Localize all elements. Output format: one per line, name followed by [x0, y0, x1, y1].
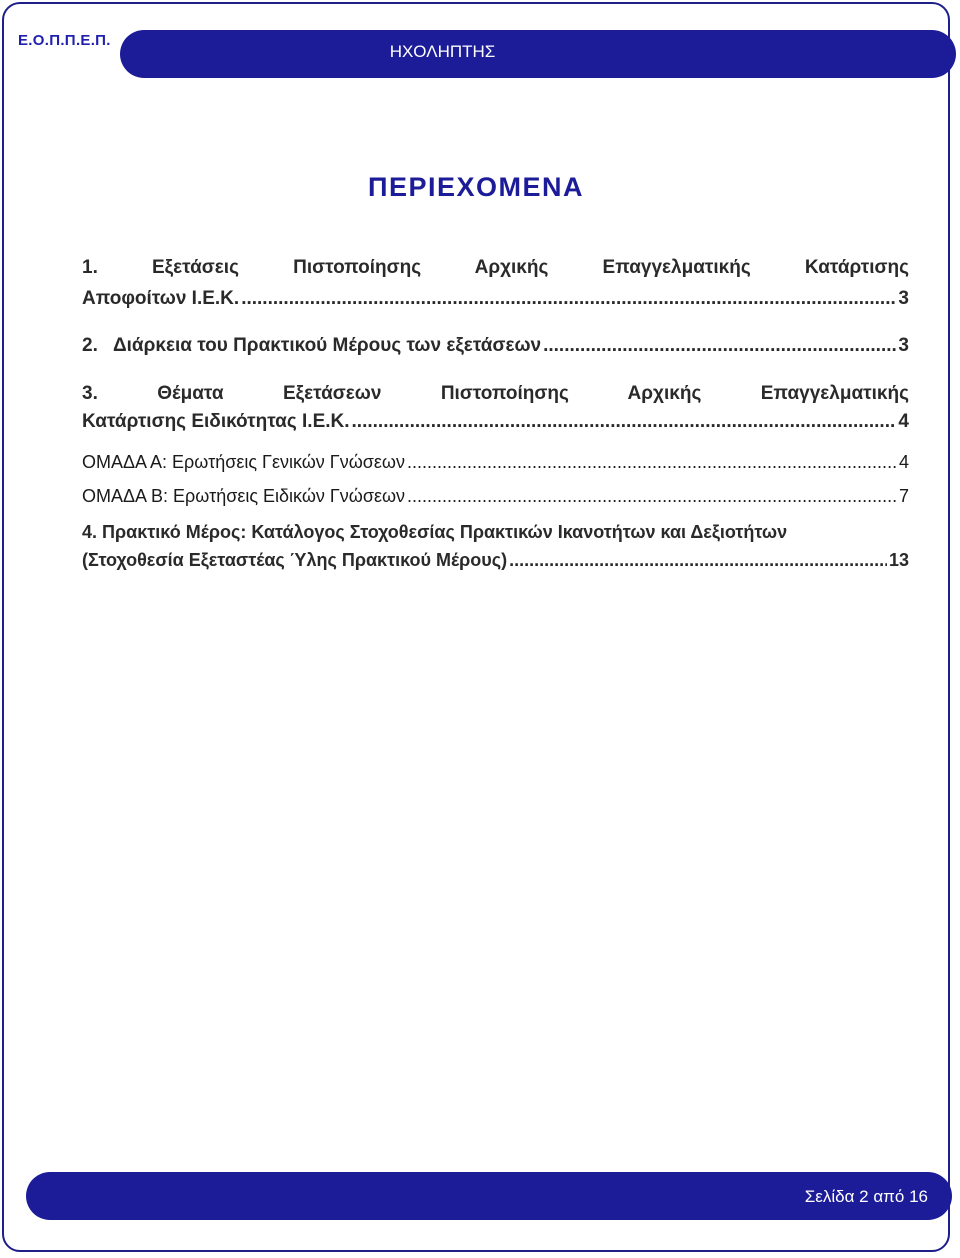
page-number-label: Σελίδα 2 από 16 [804, 1187, 928, 1206]
header-band [120, 30, 956, 78]
toc-leader [407, 482, 897, 510]
toc-leader [543, 332, 896, 360]
header-title: ΗΧΟΛΗΠΤΗΣ [389, 42, 496, 61]
toc-entry-3-line2: Κατάρτισης Ειδικότητας Ι.Ε.Κ. [82, 411, 350, 432]
toc-entry-6[interactable] [82, 518, 909, 574]
toc-entry-3-line1: 3. Θέματα Εξετάσεων Πιστοποίησης Αρχικής Επαγγελματικής [82, 383, 909, 404]
toc-entry-3[interactable] [82, 380, 909, 436]
toc-leader [352, 408, 897, 436]
organization-name: Ε.Ο.Π.Π.Ε.Π. [18, 32, 111, 49]
toc-entry-5-page: 7 [898, 486, 909, 506]
toc-entry-2[interactable] [82, 332, 909, 360]
toc-leader [241, 285, 896, 313]
toc-entry-4-page: 4 [898, 452, 909, 472]
toc-entry-2-line1: 2. Διάρκεια του Πρακτικού Μέρους των εξετάσεων [82, 335, 542, 356]
toc-leader [509, 546, 887, 574]
toc-entry-5-line1: ΟΜΑΔΑ Β: Ερωτήσεις Ειδικών Γνώσεων [82, 486, 406, 506]
toc-entry-6-line2: (Στοχοθεσία Εξεταστέας Ύλης Πρακτικού Μέρους) [82, 550, 508, 570]
toc-leader [407, 448, 897, 476]
toc-entry-4[interactable] [82, 448, 909, 476]
toc-entry-1-page: 3 [898, 288, 909, 309]
toc-entry-4-line1: ΟΜΑΔΑ Α: Ερωτήσεις Γενικών Γνώσεων [82, 452, 405, 472]
toc-entry-1[interactable] [82, 254, 909, 313]
toc-entry-6-page: 13 [888, 550, 909, 570]
footer-band [26, 1172, 952, 1220]
toc-entry-1-line1: 1. Εξετάσεις Πιστοποίησης Αρχικής Επαγγελματικής Κατάρτισης [82, 257, 909, 278]
toc-entry-5[interactable] [82, 482, 909, 510]
toc-entry-2-page: 3 [898, 335, 909, 356]
toc-heading: ΠΕΡΙΕΧΟΜΕΝΑ [367, 172, 585, 202]
toc-entry-1-line2: Αποφοίτων Ι.Ε.Κ. [82, 288, 240, 309]
toc-entry-3-page: 4 [898, 411, 909, 432]
toc-entry-6-line1: 4. Πρακτικό Μέρος: Κατάλογος Στοχοθεσίας Πρακτικών Ικανοτήτων και Δεξιοτήτων [82, 522, 788, 542]
